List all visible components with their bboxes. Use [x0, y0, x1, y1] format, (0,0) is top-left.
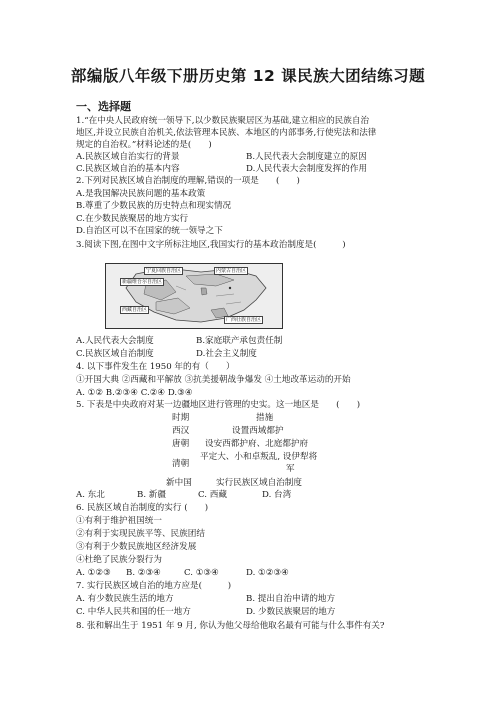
q3-option-b[interactable]: B.家庭联产承包责任制 — [196, 336, 283, 346]
q5-table-era-2: 唐朝 — [172, 439, 190, 449]
map-label-xizang: 西藏自治区 — [122, 307, 148, 313]
q7-option-c[interactable]: C. 中华人民共和国的任一地方 — [76, 607, 191, 617]
q2-stem: 2.下列对民族区域自治制度的理解,错误的一项是 ( ) — [76, 176, 300, 186]
q5-table-head-measure: 措施 — [256, 413, 274, 423]
map-label-ningxia: 宁夏回族自治区 — [146, 268, 182, 274]
q2-option-b[interactable]: B.尊重了少数民族的历史特点和现实情况 — [76, 201, 232, 211]
q3-option-a[interactable]: A.人民代表大会制度 — [76, 336, 154, 346]
q6-item-2: ②有利于实现民族平等、民族团结 — [76, 529, 205, 539]
map-label-guangxi: 广西壮族自治区 — [226, 317, 262, 323]
q1-option-d[interactable]: D.人民代表大会制度发挥的作用 — [246, 164, 368, 174]
q1-option-a[interactable]: A.民族区域自治实行的背景 — [76, 152, 180, 162]
q7-option-d[interactable]: D. 少数民族聚居的地方 — [246, 607, 336, 617]
q2-option-d[interactable]: D.自治区可以不在国家的统一领导之下 — [76, 226, 223, 236]
q5-table-era-3: 清朝 — [172, 459, 190, 469]
section-heading: 一、选择题 — [76, 100, 131, 113]
q5-table-measure-3: 平定大、小和卓叛乱, 设伊犁将 — [200, 452, 318, 462]
q8-stem: 8. 张和解出生于 1951 年 9 月, 你认为他父母给他取名最有可能与什么事件有关? — [76, 621, 385, 631]
q5-option-a[interactable]: A. 东北 — [76, 490, 105, 500]
q6-option-c[interactable]: C. ①③④ — [184, 568, 219, 578]
page-title: 部编版八年级下册历史第 12 课民族大团结练习题 — [70, 67, 426, 85]
q6-option-b[interactable]: B. ②③④ — [126, 568, 161, 578]
q5-option-d[interactable]: D. 台湾 — [262, 490, 292, 500]
q5-option-c[interactable]: C. 西藏 — [198, 490, 227, 500]
q5-table-measure-2: 设安西都护府、北庭都护府 — [205, 439, 309, 449]
q1-option-c[interactable]: C.民族区域自治的基本内容 — [76, 164, 180, 174]
q5-stem: 5. 下表是中央政府对某一边疆地区进行管理的史实。这一地区是 ( ) — [76, 400, 361, 410]
map-label-neimenggu: 内蒙古自治区 — [216, 268, 247, 274]
q6-option-a[interactable]: A. ①②③ — [76, 568, 111, 578]
q5-option-b[interactable]: B. 新疆 — [137, 490, 166, 500]
q5-table-measure-3-cont: 军 — [286, 464, 295, 474]
q5-table-measure-1: 设置西域都护 — [232, 426, 284, 436]
q4-items: ①开国大典 ②西藏和平解放 ③抗美援朝战争爆发 ④土地改革运动的开始 — [76, 375, 351, 385]
q1-stem-line-2: 地区,并设立民族自治机关,依法管理本民族、本地区的内部事务,行使宪法和法律 — [76, 128, 377, 138]
q5-table-measure-4: 实行民族区域自治制度 — [216, 478, 302, 488]
q7-stem: 7. 实行民族区域自治的地方应是( ) — [76, 581, 232, 591]
q7-option-b[interactable]: B. 提出自治申请的地方 — [246, 594, 336, 604]
q6-stem: 6. 民族区域自治制度的实行 ( ) — [76, 503, 209, 513]
q4-stem: 4. 以下事件发生在 1950 年的有（ ） — [76, 362, 235, 372]
q6-item-3: ③有利于少数民族地区经济发展 — [76, 542, 197, 552]
q5-table-era-1: 西汉 — [172, 426, 190, 436]
q6-option-d[interactable]: D. ①②③④ — [246, 568, 289, 578]
q5-table-era-4: 新中国 — [166, 478, 192, 488]
q6-item-1: ①有利于维护祖国统一 — [76, 516, 162, 526]
q1-stem-line-1: 1.“在中央人民政府统一领导下,以少数民族聚居区为基础,建立相应的民族自治 — [76, 116, 370, 126]
q4-options[interactable]: A. ①② B.②③④ C.②④ D.③④ — [76, 388, 193, 398]
q3-option-d[interactable]: D.社会主义制度 — [196, 349, 257, 359]
q3-stem: 3.阅读下图,在图中文字所标注地区,我国实行的基本政治制度是( ) — [76, 240, 346, 250]
q7-option-a[interactable]: A. 有少数民族生活的地方 — [76, 594, 174, 604]
q5-table-head-era: 时期 — [172, 413, 190, 423]
china-map-figure — [105, 263, 283, 329]
q3-option-c[interactable]: C.民族区域自治制度 — [76, 349, 154, 359]
q2-option-a[interactable]: A.是我国解决民族问题的基本政策 — [76, 189, 206, 199]
q1-option-b[interactable]: B.人民代表大会制度建立的原因 — [246, 152, 367, 162]
q2-option-c[interactable]: C.在少数民族聚居的地方实行 — [76, 214, 189, 224]
q6-item-4: ④杜绝了民族分裂行为 — [76, 555, 162, 565]
q1-stem-line-3: 规定的自治权。”材料论述的是( ) — [76, 140, 212, 150]
map-label-xinjiang: 新疆维吾尔自治区 — [122, 279, 163, 285]
